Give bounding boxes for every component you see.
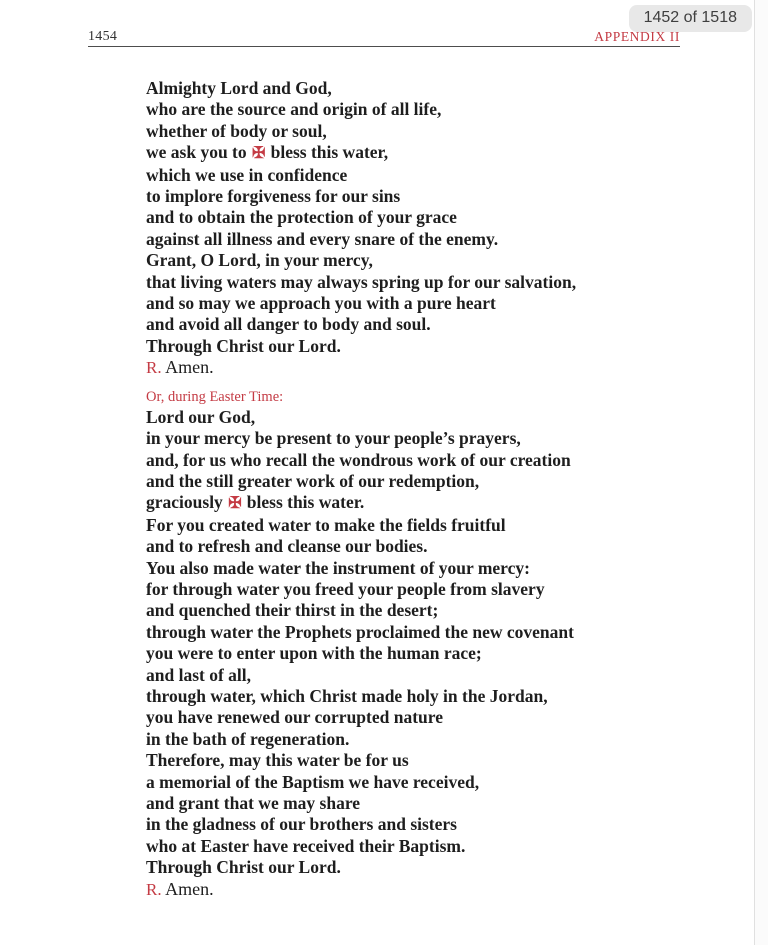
prayer-line: in your mercy be present to your people’s prayers, <box>146 428 521 449</box>
prayer-line: you have renewed our corrupted nature <box>146 707 444 728</box>
prayer-line: that living waters may always spring up for our salvation, <box>146 271 577 292</box>
prayer-line: R. Amen. <box>146 357 214 378</box>
prayer-line: against all illness and every snare of the enemy. <box>146 228 499 249</box>
prayer-line: who are the source and origin of all life, <box>146 99 442 120</box>
page-position-indicator: 1452 of 1518 <box>629 5 752 32</box>
prayer-line: and quenched their thirst in the desert; <box>146 600 439 621</box>
prayer-line: we ask you to ✠ bless this water, <box>146 142 389 163</box>
prayer-line: to implore forgiveness for our sins <box>146 186 401 207</box>
page-edge-line <box>754 0 755 945</box>
prayer-line: which we use in confidence <box>146 164 348 185</box>
rubric-easter-time: Or, during Easter Time: <box>146 388 284 405</box>
prayer-line: Lord our God, <box>146 406 256 427</box>
prayer-line: and avoid all danger to body and soul. <box>146 314 431 335</box>
prayer-line: Almighty Lord and God, <box>146 78 332 98</box>
prayer-line: and, for us who recall the wondrous work of our creation <box>146 449 571 470</box>
prayer-line: and the still greater work of our redemption, <box>146 470 480 491</box>
prayer-line: a memorial of the Baptism we have received, <box>146 771 480 792</box>
prayer-line: and last of all, <box>146 664 252 685</box>
prayer-line: through water, which Christ made holy in the Jordan, <box>146 685 548 706</box>
prayer-line: You also made water the instrument of your mercy: <box>146 557 530 578</box>
prayer-line: in the bath of regeneration. <box>146 728 350 749</box>
prayer-line: who at Easter have received their Baptism. <box>146 835 466 856</box>
prayer-line: and so may we approach you with a pure heart <box>146 293 496 314</box>
prayer-blessing-of-water <box>146 78 646 379</box>
prayer-line: and to obtain the protection of your grace <box>146 207 457 228</box>
header-rule <box>88 46 680 47</box>
prayer-line: R. Amen. <box>146 878 214 899</box>
outer-margin <box>755 0 768 945</box>
prayer-line: and to refresh and cleanse our bodies. <box>146 536 428 557</box>
page-text-block <box>146 78 646 900</box>
prayer-blessing-of-water-easter <box>146 407 646 900</box>
prayer-line: Therefore, may this water be for us <box>146 750 409 771</box>
running-head: APPENDIX II <box>594 29 680 44</box>
blessing-cross-icon: ✠ <box>252 145 266 163</box>
prayer-line: you were to enter upon with the human race; <box>146 643 482 664</box>
prayer-line: For you created water to make the fields fruitful <box>146 514 506 535</box>
prayer-line: Grant, O Lord, in your mercy, <box>146 250 373 271</box>
prayer-line: Through Christ our Lord. <box>146 857 341 878</box>
prayer-line: whether of body or soul, <box>146 120 327 141</box>
prayer-line: for through water you freed your people from slavery <box>146 578 545 599</box>
prayer-line: graciously ✠ bless this water. <box>146 492 365 513</box>
blessing-cross-icon: ✠ <box>228 495 242 513</box>
prayer-line: and grant that we may share <box>146 793 361 813</box>
prayer-line: Through Christ our Lord. <box>146 335 341 356</box>
prayer-line: in the gladness of our brothers and sisters <box>146 814 457 835</box>
page-number: 1454 <box>88 29 118 44</box>
response-r: R. <box>146 358 162 378</box>
prayer-line: through water the Prophets proclaimed the new covenant <box>146 621 574 642</box>
response-r: R. <box>146 879 162 899</box>
